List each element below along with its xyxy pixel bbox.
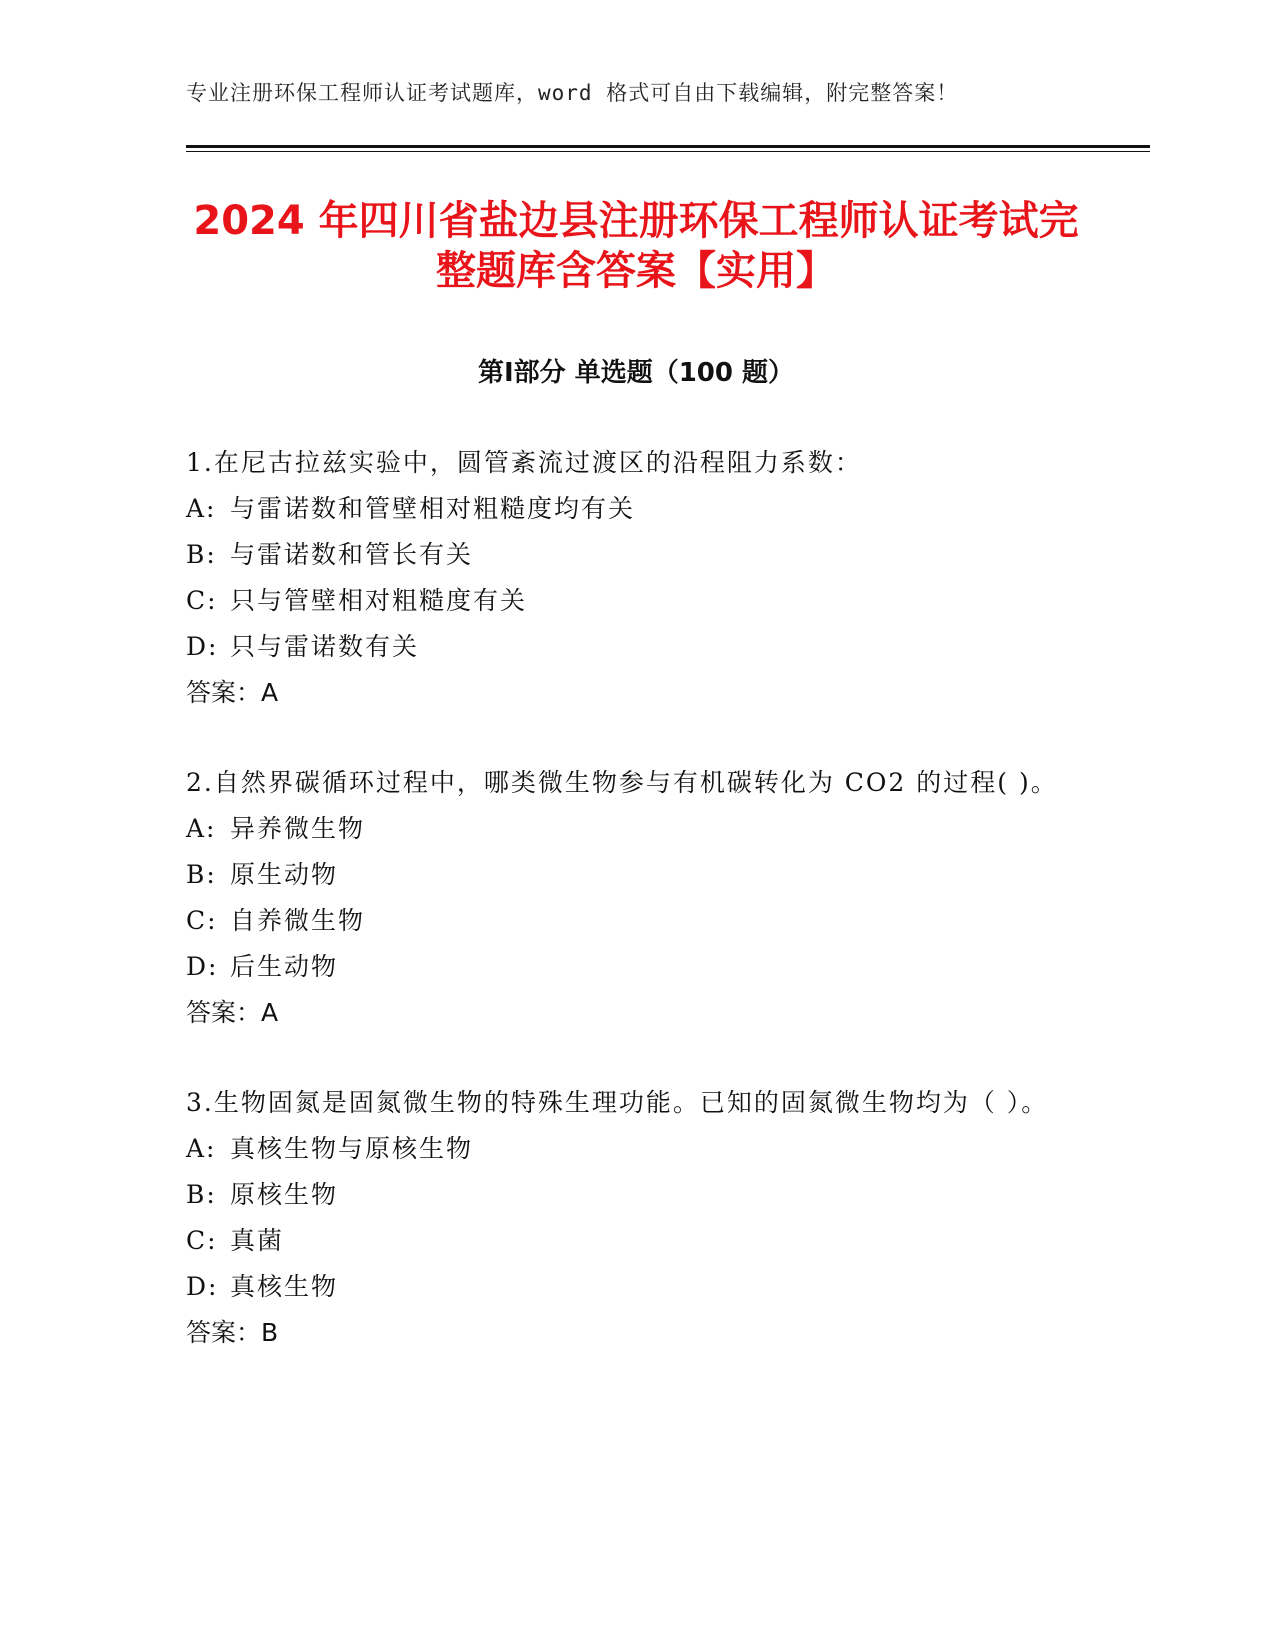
option-d [186,1264,1066,1310]
header-note: 专业注册环保工程师认证考试题库，word 格式可自由下载编辑，附完整答案！ [186,81,959,105]
header-rule-thick [186,145,1150,148]
option-letter: C: [186,586,218,615]
option-letter: A: [186,814,217,843]
option-text: 与雷诺数和管壁相对粗糙度均有关 [230,494,636,523]
option-text: 异养微生物 [230,814,366,843]
option-letter: C: [186,906,218,935]
option-text: 与雷诺数和管长有关 [230,540,474,569]
option-text: 只与管壁相对粗糙度有关 [230,586,528,615]
option-c [186,1218,1066,1264]
option-letter: A: [186,1134,217,1163]
question-stem: 1.在尼古拉兹实验中，圆管紊流过渡区的沿程阻力系数： [186,448,862,477]
answer: 答案：B [186,1318,279,1347]
question-list [186,440,1066,1400]
option-d [186,624,1066,670]
question-2 [186,760,1066,1036]
option-d [186,944,1066,990]
question-3 [186,1080,1066,1356]
option-letter: B: [186,540,217,569]
option-a [186,486,1066,532]
header-rule-thin [186,151,1150,152]
section-title: 第Ⅰ部分 单选题（100 题） [477,358,795,388]
option-a [186,1126,1066,1172]
option-text: 真核生物 [230,1272,339,1301]
option-letter: B: [186,1180,217,1209]
option-letter: D: [186,1272,219,1301]
question-1 [186,440,1066,716]
option-text: 只与雷诺数有关 [230,632,420,661]
option-b [186,1172,1066,1218]
option-b [186,532,1066,578]
option-letter: D: [186,952,219,981]
document-title: 2024 年四川省盐边县注册环保工程师认证考试完整题库含答案【实用】 [193,198,1079,294]
option-b [186,852,1066,898]
option-letter: B: [186,860,217,889]
option-letter: A: [186,494,217,523]
option-a [186,806,1066,852]
option-text: 真菌 [230,1226,285,1255]
option-c [186,898,1066,944]
question-stem: 2.自然界碳循环过程中，哪类微生物参与有机碳转化为 CO2 的过程( )。 [186,768,1058,797]
option-text: 后生动物 [230,952,339,981]
option-text: 真核生物与原核生物 [230,1134,474,1163]
option-text: 自养微生物 [230,906,366,935]
option-c [186,578,1066,624]
option-letter: C: [186,1226,218,1255]
option-text: 原生动物 [230,860,339,889]
answer: 答案：A [186,998,279,1027]
option-letter: D: [186,632,219,661]
question-stem: 3.生物固氮是固氮微生物的特殊生理功能。已知的固氮微生物均为（ ）。 [186,1088,1049,1117]
option-text: 原核生物 [230,1180,339,1209]
answer: 答案：A [186,678,279,707]
